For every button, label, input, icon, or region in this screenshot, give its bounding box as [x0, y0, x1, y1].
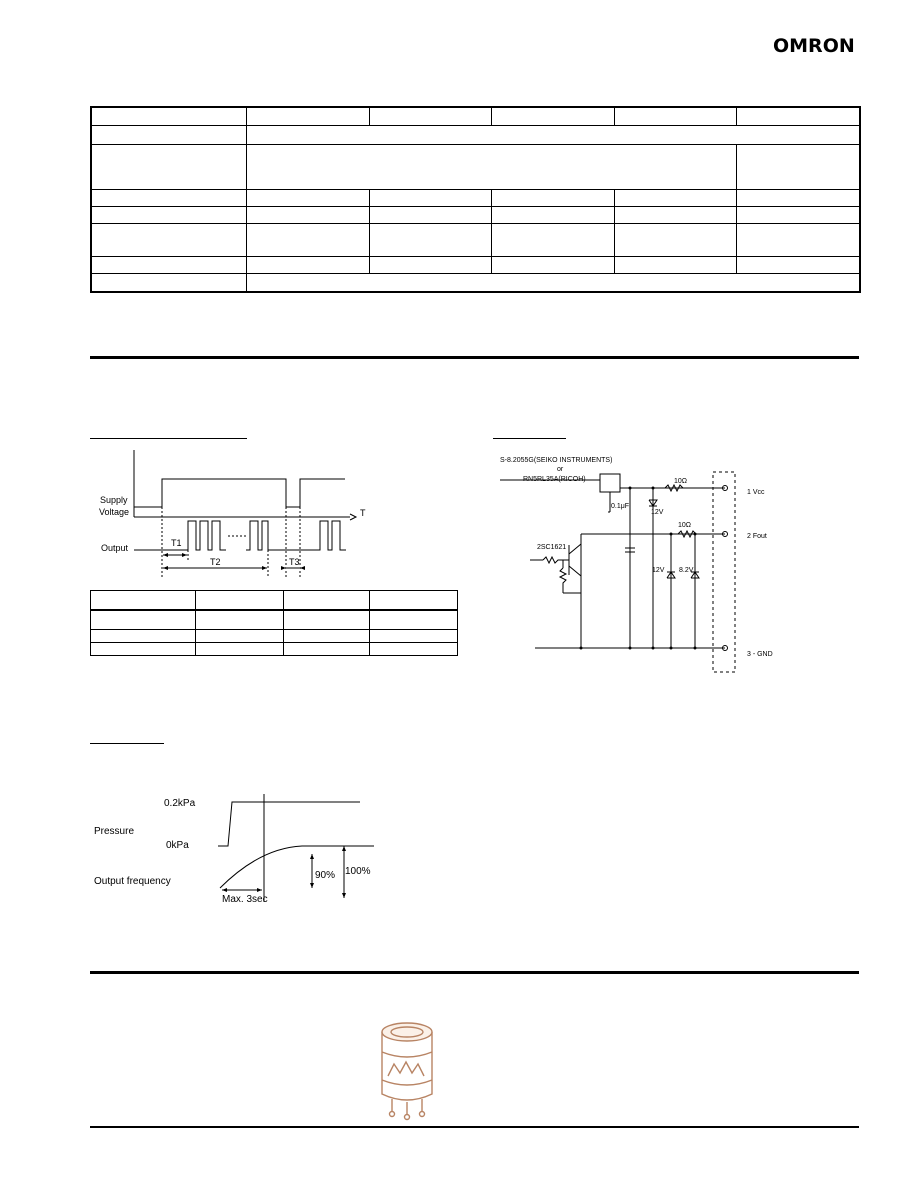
pressure-high-label: 0.2kPa [164, 798, 196, 809]
output-label: Output [101, 543, 129, 553]
table-row [91, 630, 458, 643]
response-heading-underline [90, 743, 164, 744]
specifications-table [90, 106, 861, 293]
page-bottom-rule [90, 1126, 859, 1128]
zener-top-label: 12V [651, 509, 664, 516]
time-axis-label: T [360, 508, 366, 518]
zener-right-label: 8.2V [679, 567, 694, 574]
timing-table [90, 590, 458, 656]
t2-label: T2 [210, 557, 221, 567]
table-row [91, 591, 458, 611]
table-row [91, 125, 860, 144]
timing-chart [90, 445, 380, 580]
pressure-low-label: 0kPa [166, 840, 189, 851]
table-row [91, 257, 860, 274]
pin2-label: 2 Fout [747, 533, 767, 540]
table-row [91, 207, 860, 224]
circuit-heading-underline [493, 438, 566, 439]
pct90-label: 90% [315, 870, 336, 881]
table-row [91, 643, 458, 656]
table-row [91, 274, 860, 292]
pressure-label: Pressure [94, 826, 135, 837]
output-frequency-label: Output frequency [94, 876, 171, 887]
table-row [91, 107, 860, 125]
timing-heading-underline [90, 438, 247, 439]
table-row [91, 144, 860, 189]
pin3-label: 3 - GND [747, 651, 773, 658]
capacitor-label: 0.1μF [611, 503, 630, 510]
t3-label: T3 [289, 557, 300, 567]
section-divider [90, 356, 859, 359]
transistor-label: 2SC1621 [537, 544, 567, 551]
pin1-label: 1 Vcc [747, 489, 765, 496]
supply-label: Supply [100, 495, 128, 505]
omron-logo: OMRON [773, 35, 855, 57]
sensor-illustration [372, 1018, 442, 1123]
t1-label: T1 [171, 538, 182, 548]
table-row [91, 224, 860, 257]
voltage-label: Voltage [99, 507, 130, 517]
table-row [91, 610, 458, 630]
ic-label: S-8.2055G(SEIKO INSTRUMENTS) [500, 457, 613, 464]
resistor-mid-label: 10Ω [678, 522, 692, 529]
resistor-top-label: 10Ω [674, 478, 688, 485]
section-divider [90, 971, 859, 974]
ic-alt-label: RN5RL35A(RICOH) [523, 476, 586, 483]
circuit-diagram [495, 450, 795, 680]
pct100-label: 100% [345, 866, 371, 877]
response-diagram [90, 790, 390, 910]
table-row [91, 189, 860, 206]
max-time-label: Max. 3sec [222, 894, 268, 905]
ic-or-label: or [557, 466, 564, 473]
zener-mid-label: 12V [652, 567, 665, 574]
